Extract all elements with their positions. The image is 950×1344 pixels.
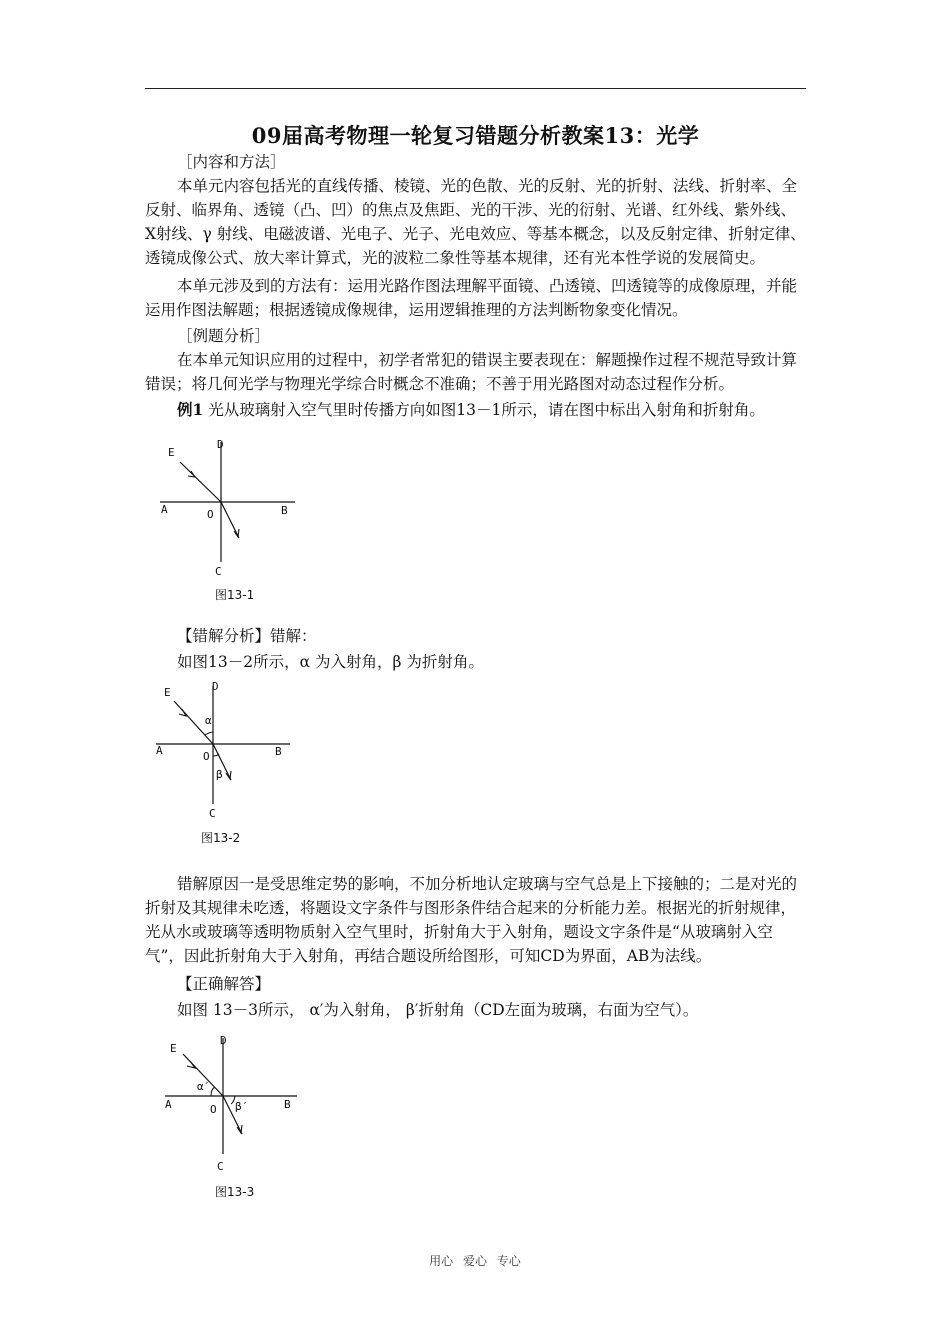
wrong-answer-text: 如图13－2所示，α 为入射角，β 为折射角。: [177, 653, 484, 671]
header-rule: [145, 88, 806, 89]
paragraph-common-errors: 在本单元知识应用的过程中，初学者常犯的错误主要表现在：解题操作过程不规范导致计算错误；将几何光学与物理光学综合时概念不准确；不善于用光路图对动态过程作分析。: [145, 351, 798, 393]
correct-answer-text: 如图 13－3所示， α′为入射角， β′折射角（CD左面为玻璃，右面为空气）。: [177, 1001, 699, 1019]
label-o: O: [210, 1103, 217, 1116]
paragraph-error-reason: 错解原因一是受思维定势的影响，不加分析地认定玻璃与空气总是上下接触的；二是对光的折射及其规律未吃透，将题设文字条件与图形条件结合起来的分析能力差。根据光的折射规律，光从水或玻璃等透明物质射入空气里时，折射角大于入射角，题设文字条件是“从玻璃射入空气”，因此折射角大于入射角，再结合题设所给图形，可知CD为界面，AB为法线。: [145, 875, 798, 965]
label-e: E: [164, 686, 171, 699]
alpha-prime-arc: [211, 1087, 215, 1096]
label-d: D: [220, 1034, 227, 1047]
label-beta-prime: β′: [235, 1100, 249, 1113]
figure-caption: 图13-1: [215, 588, 255, 602]
label-d: D: [212, 680, 219, 693]
wrong-analysis-heading: 【错解分析】错解：: [177, 627, 317, 645]
example-1-statement: [145, 398, 806, 422]
incident-ray: [180, 462, 221, 502]
beta-arc: [213, 754, 219, 756]
section-heading-content-method: ［内容和方法］: [177, 153, 286, 171]
page-title: 09届高考物理一轮复习错题分析教案13：光学: [251, 123, 700, 148]
paragraph-unit-methods: 本单元涉及到的方法有：运用光路作图法理解平面镜、凸透镜、凹透镜等的成像原理，并能运用作图法解题；根据透镜成像规律，运用逻辑推理的方法判断物象变化情况。: [145, 277, 798, 319]
section-heading-examples: ［例题分析］: [177, 327, 271, 345]
figure-caption: 图13-2: [201, 831, 241, 845]
figure-13-1: [150, 432, 310, 616]
paragraph-unit-content: 本单元内容包括光的直线传播、棱镜、光的色散、光的反射、光的折射、法线、折射率、全反射、临界角、透镜（凸、凹）的焦点及焦距、光的干涉、光的衍射、光谱、红外线、紫外线、X射线、γ 射线、电磁波谱、光电子、光子、光电效应、等基本概念，以及反射定律、折射定律、透镜成像公式、放大率计算式，光的波粒二象性等基本规律，还有光本性学说的发展简史。: [145, 177, 806, 267]
example-1-label: 例1: [177, 400, 204, 419]
label-alpha: α: [205, 714, 212, 727]
label-b: B: [275, 745, 282, 758]
label-d: D: [217, 438, 224, 451]
label-o: O: [207, 508, 214, 521]
label-b: B: [281, 504, 288, 517]
page-footer: 用心 爱心 专心: [429, 1254, 521, 1268]
label-a: A: [165, 1098, 172, 1111]
label-a: A: [161, 503, 168, 516]
figure-13-2: [148, 676, 308, 860]
alpha-arc: [205, 732, 213, 735]
label-e: E: [170, 1042, 177, 1055]
label-a: A: [156, 744, 163, 757]
label-alpha-prime: α′: [197, 1080, 211, 1093]
label-e: E: [168, 446, 175, 459]
figure-13-3: [157, 1030, 317, 1214]
label-beta: β: [216, 768, 223, 781]
figure-caption: 图13-3: [215, 1185, 255, 1199]
correct-answer-heading: 【正确解答】: [177, 975, 271, 993]
refracted-ray: [221, 502, 239, 538]
label-c: C: [217, 1160, 224, 1173]
label-b: B: [284, 1098, 291, 1111]
label-c: C: [215, 565, 222, 578]
label-o: O: [203, 750, 210, 763]
example-1-text: 光从玻璃射入空气里时传播方向如图13－1所示，请在图中标出入射角和折射角。: [208, 401, 765, 419]
label-c: C: [209, 807, 216, 820]
